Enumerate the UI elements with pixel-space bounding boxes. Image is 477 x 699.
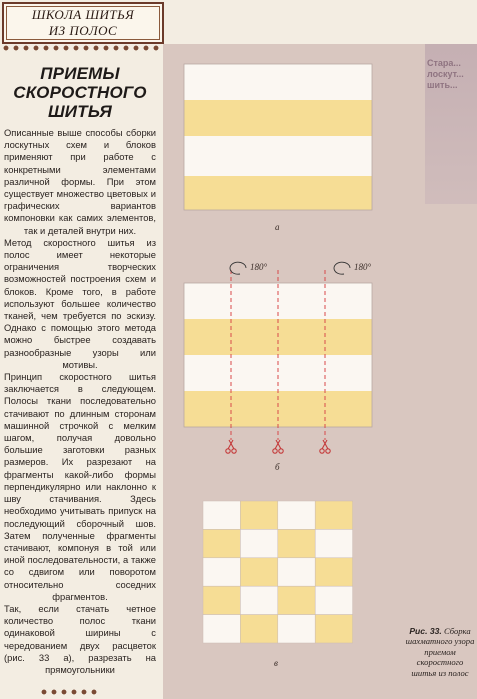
rotation-label-1: 180°: [250, 262, 268, 272]
paragraph: Метод скоростного шитья из полос имеет некоторые ограничения творческих возможностей построения схем и блоков. Кроме того, в работе используют большее количество тканей, чем требуется по эскизу. Однако с помощью этого метода можно быстрее создавать разнообразные узоры или мотивы.: [4, 236, 156, 370]
figure-b-stripes: [184, 262, 372, 440]
checker-cell: [240, 586, 277, 614]
checker-cell: [240, 529, 277, 557]
background-text: Стара... лоскут... шить...: [427, 58, 464, 90]
checker-cell: [240, 615, 277, 643]
figure-b-label: б: [275, 462, 280, 472]
section-title-line2: ИЗ ПОЛОС: [48, 23, 118, 38]
checker-cell: [203, 529, 240, 557]
rotation-label-2: 180°: [354, 262, 372, 272]
paragraph: Так, если стачать четное количество полос ткани одинаковой ширины с чередованием двух расцветок (рис. 33 а), разрезать на прямоугольники: [4, 602, 156, 675]
figure-caption: [405, 626, 475, 678]
scissors-icon: [273, 440, 283, 453]
checker-cell: [315, 501, 352, 529]
scissors-icon: [226, 440, 236, 453]
rotate-arrow-icon: [334, 262, 350, 274]
checker-cell: [278, 529, 315, 557]
checker-cell: [315, 529, 352, 557]
checker-cell: [278, 586, 315, 614]
caption-number: Рис. 33.: [409, 626, 442, 636]
checker-cell: [240, 558, 277, 586]
figure-a-label: а: [275, 222, 280, 232]
checker-cell: [240, 501, 277, 529]
checker-cell: [203, 615, 240, 643]
checker-cell: [278, 558, 315, 586]
figure-c-label: в: [274, 658, 278, 668]
checker-cell: [278, 615, 315, 643]
rotate-arrow-icon: [230, 262, 246, 274]
section-title-line1: ШКОЛА ШИТЬЯ: [31, 7, 135, 22]
paragraph: Принцип скоростного шитья заключается в следующем. Полосы ткани последовательно стачивают по длинным сторонам машинной строчкой с мелким шагом, получая довольно большие заготовки разных размеров. Их разрезают на фрагменты какой-либо формы перпендикулярно или наклонно к шву стачивания. Здесь необходимо учитывать припуск на последующий сборочный шов. Затем полученные фрагменты стачивают, компонуя в той или иной последовательности, а также со сдвигом или поворотом относительно соседних фрагментов.: [4, 371, 156, 602]
figure-a-stripes: [184, 64, 372, 210]
checker-cell: [315, 586, 352, 614]
checker-cell: [203, 558, 240, 586]
checker-cell: [278, 501, 315, 529]
paragraph: Описанные выше способы сборки лоскутных схем и блоков применяют при работе с конкретными элементами различной формы. При этом существует множество цветовых и графических вариантов компоновки как самих элементов, так и деталей внутри них.: [4, 127, 156, 236]
checker-cell: [203, 586, 240, 614]
caption-text: Сборка шахматного узора приемом скоростного шитья из полос: [405, 626, 475, 678]
figure-c-checkerboard: [203, 501, 353, 643]
checker-cell: [315, 615, 352, 643]
checker-cell: [203, 501, 240, 529]
checker-cell: [315, 558, 352, 586]
title-line3: ШИТЬЯ: [47, 102, 113, 121]
title-line1: ПРИЕМЫ: [40, 64, 120, 83]
title-line2: СКОРОСТНОГО: [13, 83, 147, 102]
scissors-icon: [320, 440, 330, 453]
